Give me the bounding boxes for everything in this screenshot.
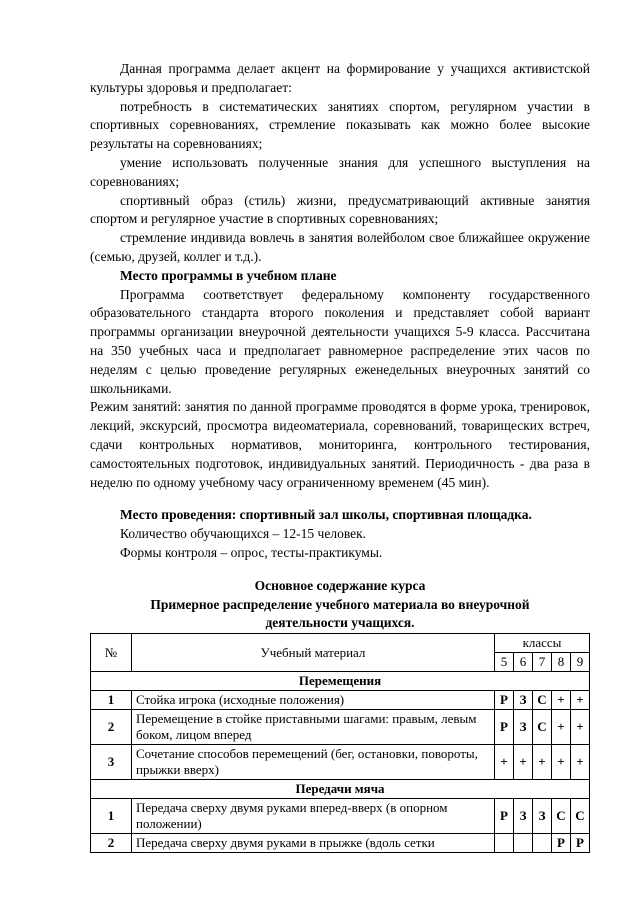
regime-paragraph: Режим занятий: занятия по данной программе проводятся в форме урока, тренировок, лекций, экскурсий, просмотра видеоматериала, соревнований, товарищеских встреч, сдачи контрольных нормативов, мониторинга, контрольного тестирования, самостоятельных подготовок, индивидуальных занятий. Периодичность - два раза в неделю по одному учебному часу ограниченному временем (45 мин). xyxy=(90,399,590,490)
header-number: № xyxy=(91,634,132,672)
row-number: 2 xyxy=(91,834,132,853)
row-material: Стойка игрока (исходные положения) xyxy=(132,691,495,710)
section-row xyxy=(91,780,590,799)
grade-value: + xyxy=(571,745,590,780)
place-paragraph: Программа соответствует федеральному компоненту государственного образовательного стандарта второго поколения и представляет собой вариант программы организации внеурочной деятельности учащихся 5-9 класса. Рассчитана на 350 учебных часа и предполагает равномерное распределение этих часов по неделям с целью проведение регулярных еженедельных внеурочных занятий со школьниками. xyxy=(90,286,590,396)
grade-value: Р xyxy=(571,834,590,853)
row-material: Передача сверху двумя руками вперед-вверх (в опорном положении) xyxy=(132,799,495,834)
grade-value xyxy=(533,834,552,853)
grade-value: С xyxy=(533,691,552,710)
material-table xyxy=(90,633,590,853)
row-material: Передача сверху двумя руками в прыжке (вдоль сетки xyxy=(132,834,495,853)
table-header-row xyxy=(91,634,590,653)
table-row xyxy=(91,691,590,710)
goal-paragraph: стремление индивида вовлечь в занятия волейболом свое ближайшее окружение (семью, друзей, коллег и т.д.). xyxy=(90,230,590,264)
grade-value: Р xyxy=(495,710,514,745)
grade-value: + xyxy=(495,745,514,780)
header-classes: классы xyxy=(495,634,590,653)
grade-value xyxy=(514,834,533,853)
grade-value: З xyxy=(514,691,533,710)
section-title: Передачи мяча xyxy=(91,780,590,799)
section-heading: Место программы в учебном плане xyxy=(120,267,337,283)
count-line: Количество обучающихся – 12-15 человек. xyxy=(120,526,367,542)
row-number: 2 xyxy=(91,710,132,745)
table-row xyxy=(91,799,590,834)
row-material: Перемещение в стойке приставными шагами: правым, левым боком, лицом вперед xyxy=(132,710,495,745)
table-row xyxy=(91,710,590,745)
grade-cell: 8 xyxy=(552,653,571,672)
row-number: 1 xyxy=(91,691,132,710)
grade-value: С xyxy=(533,710,552,745)
grade-value: + xyxy=(571,710,590,745)
header-material: Учебный материал xyxy=(132,634,495,672)
grade-value: + xyxy=(552,691,571,710)
document-page xyxy=(90,60,590,853)
grade-value: С xyxy=(571,799,590,834)
grade-cell: 5 xyxy=(495,653,514,672)
course-title: Основное содержание курса xyxy=(254,577,426,593)
grade-value: + xyxy=(552,710,571,745)
section-title: Перемещения xyxy=(91,672,590,691)
goal-paragraph: потребность в систематических занятиях спортом, регулярном участии в спортивных соревнованиях, стремление показывать как можно более высокие результаты на соревнованиях; xyxy=(90,98,590,152)
grade-value: Р xyxy=(495,691,514,710)
goal-paragraph: умение использовать полученные знания для успешного выступления на соревнованиях; xyxy=(90,154,590,189)
grade-value: З xyxy=(514,799,533,834)
grade-value: З xyxy=(533,799,552,834)
intro-paragraph: Данная программа делает акцент на формирование у учащихся активистской культуры здоровья и предполагает: xyxy=(90,61,590,95)
grade-cell: 7 xyxy=(533,653,552,672)
row-number: 1 xyxy=(91,799,132,834)
control-line: Формы контроля – опрос, тесты-практикумы. xyxy=(120,544,383,560)
goal-paragraph: спортивный образ (стиль) жизни, предусматривающий активные занятия спортом и регулярное участие в спортивных соревнованиях; xyxy=(90,192,590,227)
grade-value: Р xyxy=(552,834,571,853)
grade-value: С xyxy=(552,799,571,834)
venue-line: Место проведения: спортивный зал школы, спортивная площадка. xyxy=(120,507,532,523)
grade-value: + xyxy=(552,745,571,780)
grade-value: Р xyxy=(495,799,514,834)
grade-value: + xyxy=(533,745,552,780)
row-number: 3 xyxy=(91,745,132,780)
grade-value: + xyxy=(514,745,533,780)
table-row xyxy=(91,745,590,780)
row-material: Сочетание способов перемещений (бег, остановки, повороты, прыжки вверх) xyxy=(132,745,495,780)
grade-cell: 9 xyxy=(571,653,590,672)
grade-value: + xyxy=(571,691,590,710)
table-title: Примерное распределение учебного материала во внеурочной деятельности учащихся. xyxy=(150,596,530,631)
section-row xyxy=(91,672,590,691)
grade-value xyxy=(495,834,514,853)
grade-cell: 6 xyxy=(514,653,533,672)
grade-value: З xyxy=(514,710,533,745)
table-row xyxy=(91,834,590,853)
